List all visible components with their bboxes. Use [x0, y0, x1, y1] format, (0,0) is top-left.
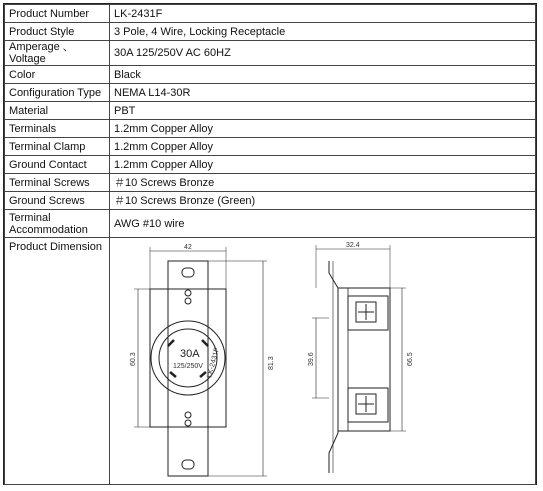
spec-label: Ground Contact: [5, 156, 110, 174]
blade-slot-3: [170, 372, 176, 377]
spec-label: Terminals: [5, 120, 110, 138]
blade-slot-1: [168, 340, 174, 346]
spec-row: [5, 84, 536, 102]
front-height-label: 81.3: [268, 356, 275, 370]
side-body: [338, 288, 390, 431]
spec-value: ＃10 Screws Bronze: [110, 174, 536, 192]
spec-label: Color: [5, 66, 110, 84]
spec-label: Terminal Accommodation: [5, 210, 110, 238]
bottom-screw-2: [185, 420, 191, 426]
front-inner-height-label: 60.3: [130, 352, 137, 366]
spec-value: 1.2mm Copper Alloy: [110, 120, 536, 138]
side-bottom-terminal: [348, 388, 388, 422]
dimension-row: [5, 238, 536, 485]
spec-label: Amperage 、Voltage: [5, 41, 110, 66]
spec-value: PBT: [110, 102, 536, 120]
spec-value: 1.2mm Copper Alloy: [110, 156, 536, 174]
spec-value: ＃10 Screws Bronze (Green): [110, 192, 536, 210]
spec-row: [5, 174, 536, 192]
spec-label: Product Number: [5, 5, 110, 23]
side-depth-label: 32.4: [346, 242, 360, 249]
spec-value: AWG #10 wire: [110, 210, 536, 238]
spec-sheet: [3, 3, 537, 485]
blade-slot-2: [202, 340, 208, 346]
side-strap: [329, 261, 338, 473]
side-view: [312, 245, 406, 473]
spec-row: [5, 102, 536, 120]
spec-value: 1.2mm Copper Alloy: [110, 138, 536, 156]
top-screw: [185, 290, 191, 296]
spec-label: Material: [5, 102, 110, 120]
top-screw-2: [185, 298, 191, 304]
face-rating: 30A: [180, 348, 200, 360]
top-mount-slot: [182, 268, 194, 277]
dimension-label: Product Dimension: [5, 238, 110, 485]
dimension-drawing: [110, 238, 539, 481]
spec-row: [5, 120, 536, 138]
spec-row: [5, 192, 536, 210]
side-top-terminal: [348, 296, 388, 330]
bottom-screw: [185, 412, 191, 418]
spec-row: [5, 5, 536, 23]
face-voltage: 125/250V: [173, 363, 203, 370]
spec-label: Terminal Clamp: [5, 138, 110, 156]
spec-value: NEMA L14-30R: [110, 84, 536, 102]
spec-label: Configuration Type: [5, 84, 110, 102]
spec-label: Ground Screws: [5, 192, 110, 210]
spec-table: [4, 4, 536, 485]
side-inner-label: 39.6: [308, 352, 315, 366]
front-view: [134, 247, 267, 476]
bottom-mount-slot: [182, 460, 194, 469]
spec-value: LK-2431F: [110, 5, 536, 23]
spec-row: [5, 156, 536, 174]
front-width-label: 42: [184, 244, 192, 251]
spec-row: [5, 41, 536, 66]
face-model: LK-2431F: [206, 347, 221, 379]
spec-value: 30A 125/250V AC 60HZ: [110, 41, 536, 66]
dimension-drawing-cell: [110, 238, 536, 485]
spec-label: Terminal Screws: [5, 174, 110, 192]
spec-row: [5, 23, 536, 41]
spec-row: [5, 138, 536, 156]
spec-value: Black: [110, 66, 536, 84]
spec-row: [5, 210, 536, 238]
spec-value: 3 Pole, 4 Wire, Locking Receptacle: [110, 23, 536, 41]
blade-slot-4: [200, 372, 206, 377]
spec-label: Product Style: [5, 23, 110, 41]
spec-row: [5, 66, 536, 84]
side-height-label: 66.5: [407, 352, 414, 366]
